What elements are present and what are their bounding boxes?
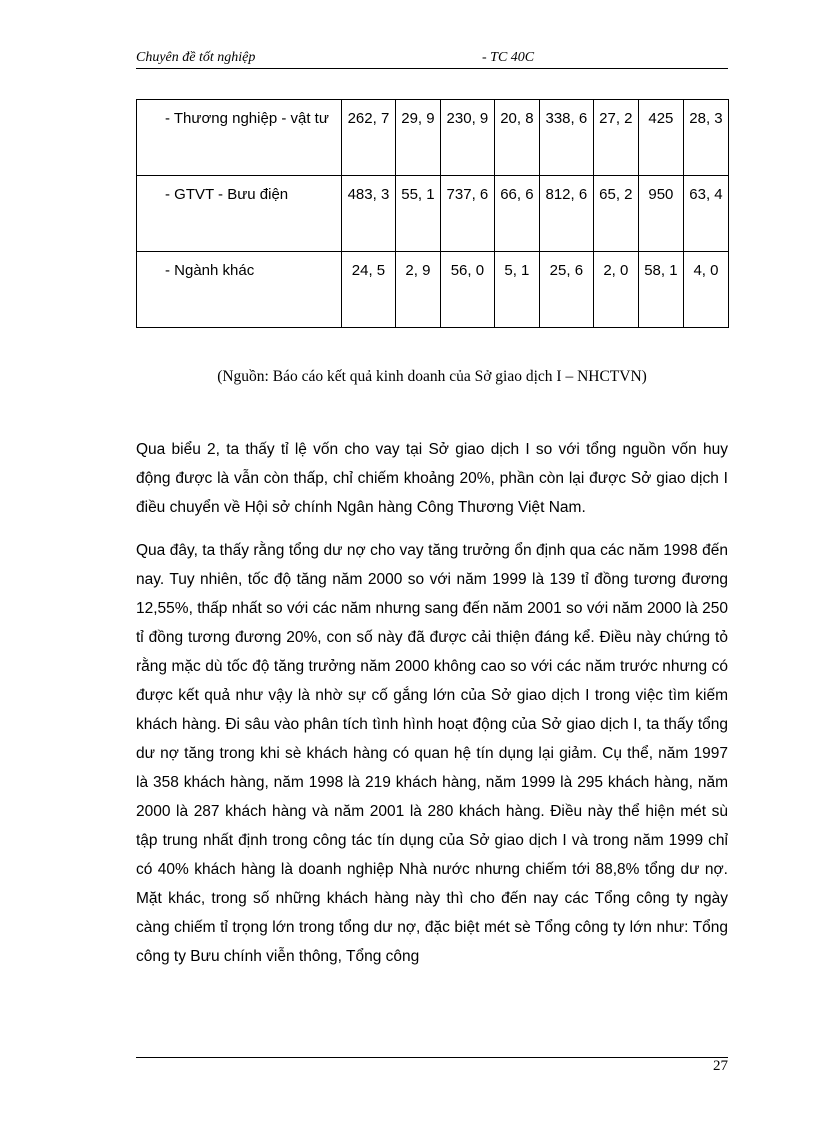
table-cell: 65, 2 — [593, 176, 638, 252]
loan-by-sector-table — [136, 99, 729, 328]
row-label: - Thương nghiệp - vật tư — [137, 100, 342, 176]
table-cell: 230, 9 — [440, 100, 494, 176]
table-cell: 27, 2 — [593, 100, 638, 176]
table-cell: 812, 6 — [539, 176, 593, 252]
table-row — [137, 100, 729, 176]
table-cell: 262, 7 — [342, 100, 396, 176]
table-row — [137, 252, 729, 328]
table-cell: 950 — [638, 176, 683, 252]
table-cell: 58, 1 — [638, 252, 683, 328]
table-cell: 56, 0 — [440, 252, 494, 328]
page-header — [136, 48, 728, 69]
table-source-note: (Nguồn: Báo cáo kết quả kinh doanh của Sở giao dịch I – NHCTVN) — [217, 368, 647, 385]
table-cell: 25, 6 — [539, 252, 593, 328]
table-cell: 29, 9 — [395, 100, 440, 176]
body-paragraph: Qua đây, ta thấy rằng tổng dư nợ cho vay tăng trưởng ổn định qua các năm 1998 đến nay. Tuy nhiên, tốc độ tăng năm 2000 so với năm 1999 là 139 tỉ đồng tương đương 12,55%, thấp nhất so với các năm nhưng sang đến năm 2001 so với năm 2000 là 250 tỉ đồng tương đương 20%, con số này đã được cải thiện đáng kể. Điều này chứng tỏ rằng mặc dù tốc độ tăng trưởng năm 2000 không cao so với các năm trước nhưng có được kết quả như vậy là nhờ sự cố gắng lớn của Sở giao dịch I trong việc tìm kiếm khách hàng. Đi sâu vào phân tích tình hình hoạt động của Sở giao dịch I, ta thấy tổng dư nợ tăng trong khi sè khách hàng có quan hệ tín dụng lại giảm. Cụ thể, năm 1997 là 358 khách hàng, năm 1998 là 219 khách hàng, năm 1999 là 295 khách hàng, năm 2000 là 287 khách hàng và năm 2001 là 280 khách hàng. Điều này thể hiện mét sù tập trung nhất định trong công tác tín dụng của Sở giao dịch I và trong năm 1999 chỉ có 40% khách hàng là doanh nghiệp Nhà nước nhưng chiếm tới 88,8% tổng dư nợ. Mặt khác, trong số những khách hàng này thì cho đến nay các Tổng công ty ngày càng chiếm tỉ trọng lớn trong tổng dư nợ, đặc biệt mét sè Tổng công ty lớn như: Tổng công ty Bưu chính viễn thông, Tổng công — [136, 542, 728, 965]
table-cell: 5, 1 — [494, 252, 539, 328]
body-paragraph: Qua biểu 2, ta thấy tỉ lệ vốn cho vay tại Sở giao dịch I so với tổng nguồn vốn huy động được là vẫn còn thấp, chỉ chiếm khoảng 20%, phần còn lại được Sở giao dịch I điều chuyển về Hội sở chính Ngân hàng Công Thương Việt Nam. — [136, 441, 728, 516]
table-row — [137, 176, 729, 252]
header-title: Chuyên đề tốt nghiệp — [136, 50, 256, 65]
table-cell: 2, 9 — [395, 252, 440, 328]
row-label: - GTVT - Bưu điện — [137, 176, 342, 252]
table-cell: 483, 3 — [342, 176, 396, 252]
table-cell: 63, 4 — [683, 176, 728, 252]
footer-rule — [136, 1057, 728, 1058]
table-cell: 737, 6 — [440, 176, 494, 252]
row-label: - Ngành khác — [137, 252, 342, 328]
table-cell: 338, 6 — [539, 100, 593, 176]
table-cell: 24, 5 — [342, 252, 396, 328]
page-number: 27 — [713, 1058, 728, 1074]
header-class-code: - TC 40C — [482, 50, 535, 65]
table-cell: 28, 3 — [683, 100, 728, 176]
table-cell: 66, 6 — [494, 176, 539, 252]
table-cell: 55, 1 — [395, 176, 440, 252]
table-cell: 20, 8 — [494, 100, 539, 176]
table-cell: 2, 0 — [593, 252, 638, 328]
table-cell: 425 — [638, 100, 683, 176]
table-cell: 4, 0 — [683, 252, 728, 328]
